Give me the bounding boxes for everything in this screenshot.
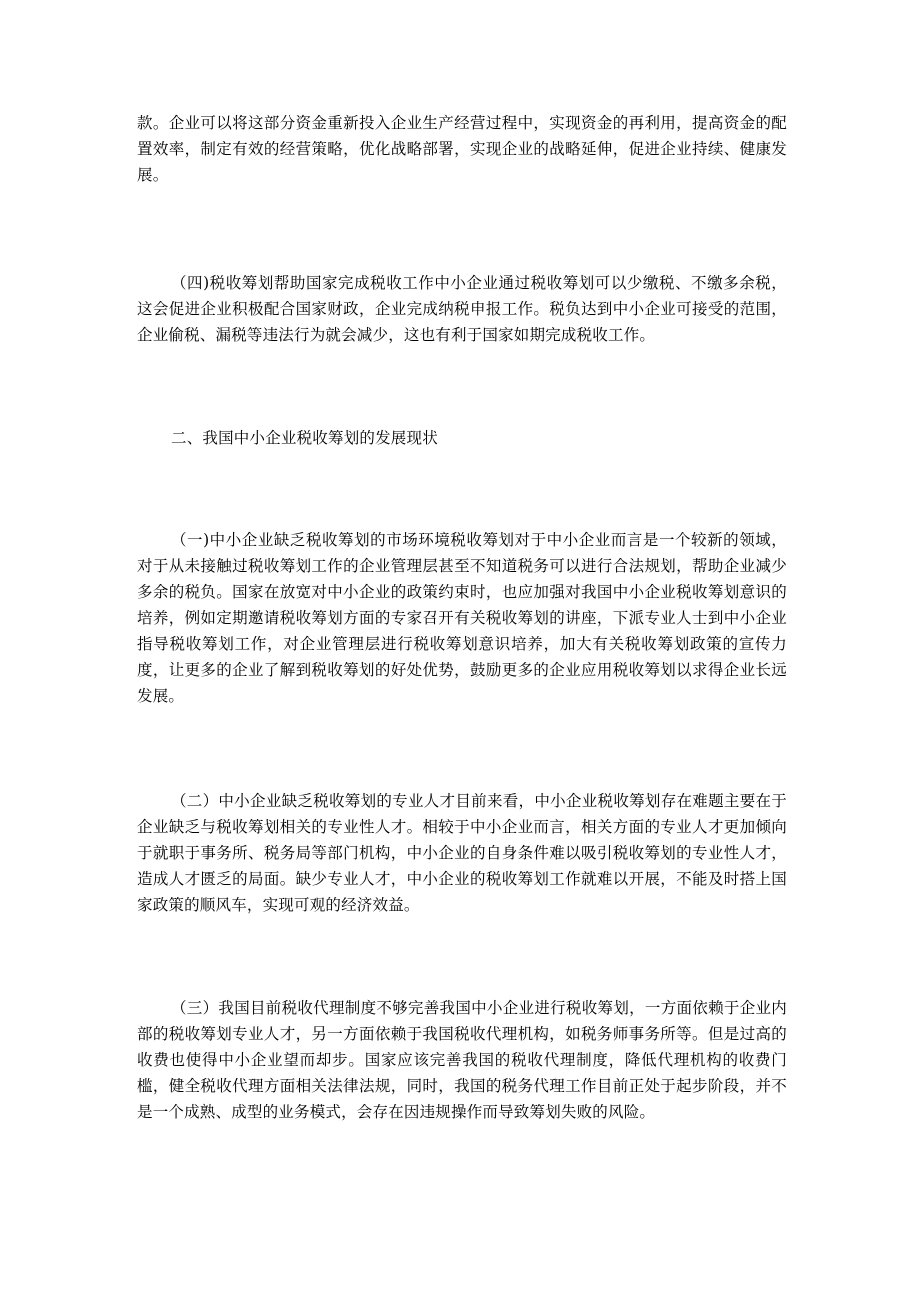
paragraph-item-three: （三）我国目前税收代理制度不够完善我国中小企业进行税收筹划，一方面依赖于企业内部的税收筹划专业人才，另一方面依赖于我国税收代理机构，如税务师事务所等。但是过高的收费也使得中小企业望而却步。国家应该完善我国的税收代理制度，降低代理机构的收费门槛，健全税收代理方面相关法律法规，同时，我国的税务代理工作目前正处于起步阶段，并不是一个成熟、成型的业务模式，会存在因违规操作而导致筹划失败的风险。 xyxy=(137,999,787,1121)
paragraph-section-four: （四)税收筹划帮助国家完成税收工作中小企业通过税收筹划可以少缴税、不缴多余税，这会促进企业积极配合国家财政，企业完成纳税申报工作。税负达到中小企业可接受的范围，企业偷税、漏税等违法行为就会减少，这也有利于国家如期完成税收工作。 xyxy=(137,274,787,344)
section-heading: 二、我国中小企业税收筹划的发展现状 xyxy=(171,429,438,447)
paragraph-continuation: 款。企业可以将这部分资金重新投入企业生产经营过程中，实现资金的再利用，提高资金的配置效率，制定有效的经营策略，优化战略部署，实现企业的战略延伸，促进企业持续、健康发展。 xyxy=(137,114,787,184)
paragraph-item-one: （一)中小企业缺乏税收筹划的市场环境税收筹划对于中小企业而言是一个较新的领域，对于从未接触过税收筹划工作的企业管理层甚至不知道税务可以进行合法规划，帮助企业减少多余的税负。国家在放宽对中小企业的政策约束时，也应加强对我国中小企业税收筹划意识的培养，例如定期邀请税收筹划方面的专家召开有关税收筹划的讲座，下派专业人士到中小企业指导税收筹划工作，对企业管理层进行税收筹划意识培养，加大有关税收筹划政策的宣传力度，让更多的企业了解到税收筹划的好处优势，鼓励更多的企业应用税收筹划以求得企业长远发展。 xyxy=(137,531,787,705)
paragraph-item-two: （二）中小企业缺乏税收筹划的专业人才目前来看，中小企业税收筹划存在难题主要在于企业缺乏与税收筹划相关的专业性人才。相较于中小企业而言，相关方面的专业人才更加倾向于就职于事务所、税务局等部门机构，中小企业的自身条件难以吸引税收筹划的专业性人才，造成人才匮乏的局面。缺少专业人才，中小企业的税收筹划工作就难以开展，不能及时搭上国家政策的顺风车，实现可观的经济效益。 xyxy=(137,792,787,914)
